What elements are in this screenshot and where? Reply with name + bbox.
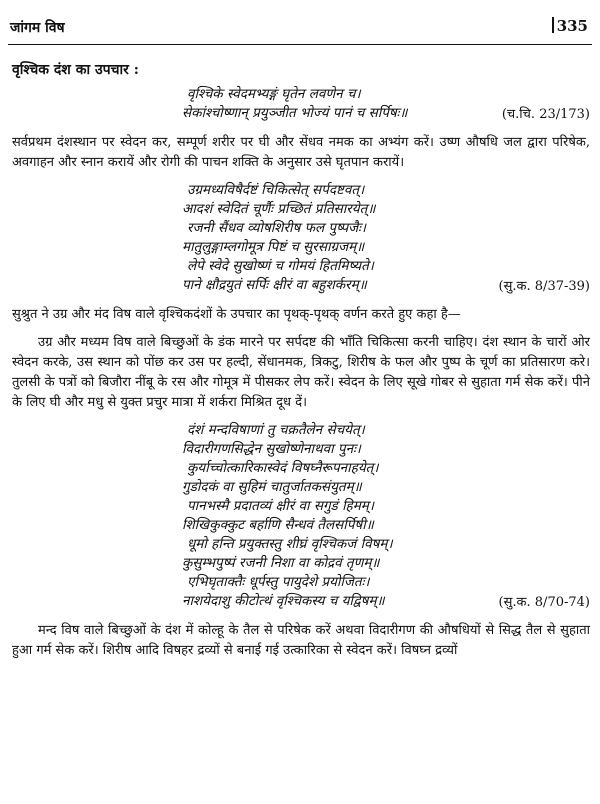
verse-block-1 [12, 85, 590, 123]
verse-line: कुर्याच्चोत्कारिकास्वेदं विषघ्नैरूपनाहयेत्। [187, 460, 379, 476]
paragraph: उग्र और मध्यम विष वाले बिच्छुओं के डंक मारने पर सर्पदष्ट की भाँति चिकित्सा करनी चाहिए। दंश स्थान के चारों ओर स्वेदन करके, उस स्थान को पोंछ कर उस पर हल्दी, सेंधानमक, त्रिकटु, शिरीष के फल और पुष्प के चूर्ण का प्रतिसारण करे। तुलसी के पत्रों को बिजौरा नींबू के रस और गोमूत्र में पीसकर लेप करें। स्वेदन के लिए सूखे गोबर से सुहाता गर्म सेक करें। पीने के लिए घी और मधु से युक्त प्रचुर मात्रा में शर्करा मिश्रित दूध दें। [12, 335, 590, 410]
verse-line: पानभस्मै प्रदातव्यं क्षीरं वा सगुडं हिमम्। [187, 498, 374, 514]
verse-block-2 [12, 181, 590, 295]
verse-line: दंशं मन्दविषाणां तु चक्रतैलेन सेचयेत्। [187, 422, 365, 438]
verse-line: वृश्चिके स्वेदमभ्यङ्गं घृतेन लवणेन च। [187, 86, 361, 102]
header-rule [8, 44, 592, 45]
verse-line: पाने क्षौद्रयुतं सर्पिः क्षीरं वा बहुशर्करम्॥ [182, 277, 367, 293]
paragraph: सुश्रुत ने उग्र और मंद विष वाले वृश्चिकदंशों के उपचार का पृथक्-पृथक् वर्णन करते हुए कहा है— [12, 307, 461, 322]
verse-line: आदशं स्वेदितं चूर्णैः प्रच्छितं प्रतिसारयेत्॥ [182, 201, 376, 217]
verse-block-3 [12, 421, 590, 611]
verse-line: कुसुम्भपुष्पं रजनी निशा वा कोद्रवं तृणम्॥ [182, 555, 380, 571]
paragraph: सर्वप्रथम दंशस्थान पर स्वेदन कर, सम्पूर्ण शरीर पर घी और सेंधव नमक का अभ्यंग करें। उष्ण औषधि जल द्वारा परिषेक, अवगाहन और स्नान करायें और रोगी की पाचन शक्ति के अनुसार उसे घृतपान करायें। [12, 135, 590, 170]
section-heading: वृश्चिक दंश का उपचार : [12, 62, 139, 78]
verse-reference: (सु.क. 8/70-74) [498, 595, 590, 610]
verse-line: शिखिकुक्कुट बर्हाणि सैन्धवं तैलसर्पिषी॥ [182, 517, 374, 533]
page-header [0, 14, 600, 46]
verse-line: एभिघृताक्तैः धूर्पस्तु पायुदेशे प्रयोजितः। [187, 574, 370, 590]
verse-line: विदारीगणसिद्धेन सुखोष्णेनाथवा पुनः। [182, 441, 361, 457]
verse-reference: (च.चि. 23/173) [501, 107, 590, 122]
verse-line: धूमो हन्ति प्रयुक्तस्तु शीघ्रं वृश्चिकजं विषम्। [187, 536, 393, 552]
page-number: 335 [552, 17, 588, 35]
verse-line: नाशयेदाशु कीटोत्थं वृश्चिकस्य च यद्विषम्॥ [182, 593, 385, 609]
page-body [12, 60, 590, 669]
verse-line: लेपे स्वेदे सुखोष्णं च गोमयं हितमिष्यते। [187, 258, 374, 274]
verse-line: गुडोदकं वा सुहिमं चातुर्जातकसंयुतम्॥ [182, 479, 362, 495]
paragraph: मन्द विष वाले बिच्छुओं के दंश में कोल्हू के तैल से परिषेक करें अथवा विदारीगण की औषधियों से सिद्ध तैल से सुहाता हुआ गर्म सेक करें। शिरीष आदि विषहर द्रव्यों से बनाई गई उत्कारिका से स्वेदन करें। विषघ्न द्रव्यों [12, 623, 590, 658]
verse-line: मातुलुङ्गाम्लगोमूत्र पिष्टं च सुरसाग्रजम्॥ [182, 239, 365, 255]
verse-line: उग्रमध्यविषैर्दष्टं चिकित्सेत् सर्पदष्टवत्। [187, 182, 365, 198]
verse-line: रजनी सैंधव व्योषशिरीष फल पुष्पजैः। [187, 220, 366, 236]
running-title: जांगम विष [10, 20, 65, 36]
verse-reference: (सु.क. 8/37-39) [498, 279, 590, 294]
verse-line: सेकांश्चोष्णान् प्रयुञ्जीत भोज्यं पानं च सर्पिषः॥ [182, 105, 408, 121]
